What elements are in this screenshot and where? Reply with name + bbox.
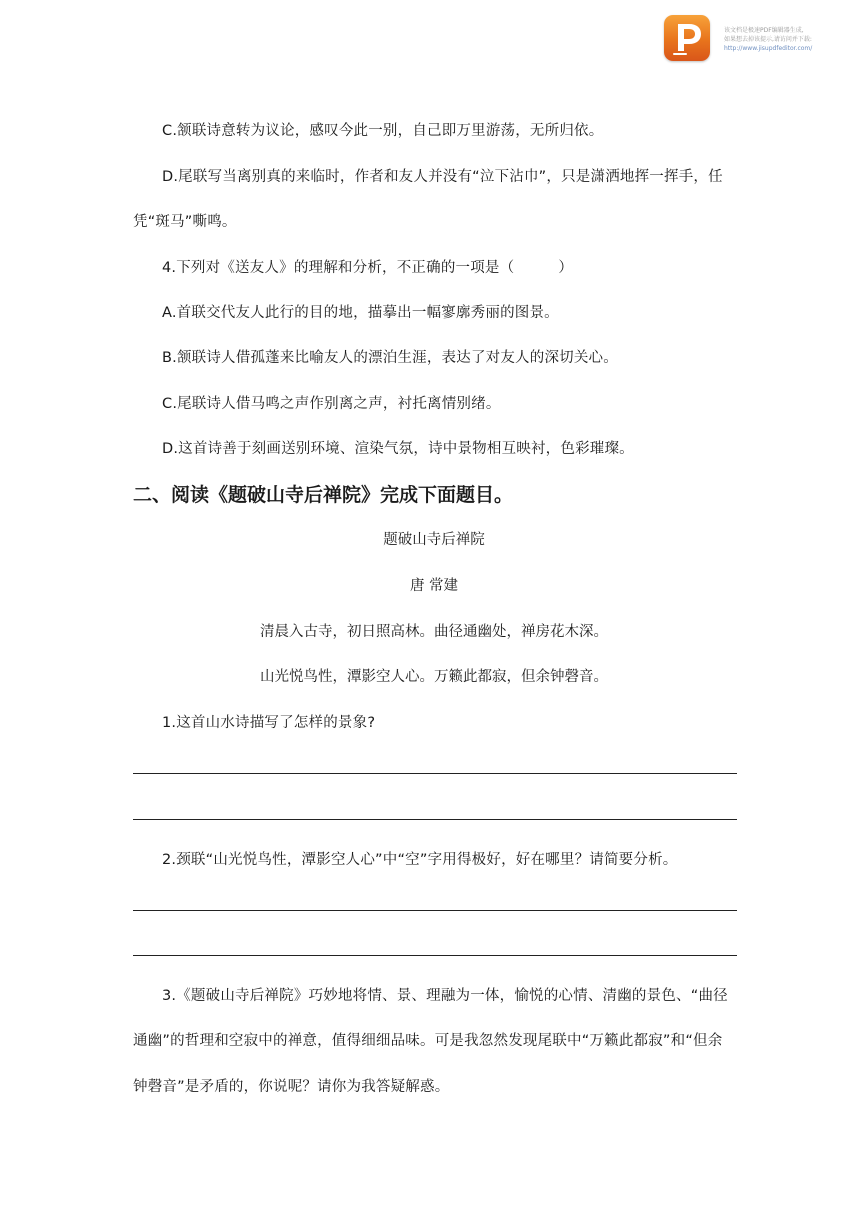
answer-line[interactable] [133,955,737,956]
question-4-option-b: B.颔联诗人借孤蓬来比喻友人的漂泊生涯，表达了对友人的深切关心。 [162,350,618,366]
poem-line-2: 山光悦鸟性，潭影空人心。万籁此都寂，但余钟磬音。 [260,669,608,685]
question-3-line2: 通幽”的哲理和空寂中的禅意，值得细细品味。可是我忽然发现尾联中“万籁此都寂”和“但余 [133,1033,723,1049]
question-4-option-a: A.首联交代友人此行的目的地，描摹出一幅寥廓秀丽的图景。 [162,305,559,321]
question-4-stem: 4.下列对《送友人》的理解和分析，不正确的一项是（ ） [162,260,574,276]
poem-line-1: 清晨入古寺，初日照高林。曲径通幽处，禅房花木深。 [260,624,608,640]
option-d-line2: 凭“斑马”嘶鸣。 [133,214,237,230]
option-d-line1: D.尾联写当离别真的来临时，作者和友人并没有“泣下沾巾”，只是潇洒地挥一挥手，任 [162,169,723,185]
question-2: 2.颈联“山光悦鸟性，潭影空人心”中“空”字用得极好，好在哪里？请简要分析。 [162,852,678,868]
option-c: C.颔联诗意转为议论，感叹今此一别，自己即万里游荡，无所归依。 [162,123,604,139]
watermark-url[interactable]: http://www.jisupdfeditor.com/ [724,45,813,52]
poem-title: 题破山寺后禅院 [383,532,485,548]
poem-author: 唐 常建 [409,578,459,594]
watermark-line1: 该文档是极速PDF编辑器生成, [724,27,804,34]
pdf-editor-logo [664,15,710,61]
section-heading: 二、阅读《题破山寺后禅院》完成下面题目。 [133,484,514,506]
watermark-text [724,26,868,53]
question-1: 1.这首山水诗描写了怎样的景象? [162,715,376,731]
answer-line[interactable] [133,819,737,820]
question-4-option-c: C.尾联诗人借马鸣之声作别离之声，衬托离情别绪。 [162,396,501,412]
p-letter-icon [664,15,710,61]
answer-line[interactable] [133,910,737,911]
question-3-line3: 钟磬音”是矛盾的，你说呢？请你为我答疑解惑。 [133,1079,450,1095]
question-3-line1: 3.《题破山寺后禅院》巧妙地将情、景、理融为一体，愉悦的心情、清幽的景色、“曲径 [162,988,728,1004]
watermark-line2: 如果想去掉该提示,请访问并下载: [724,36,812,43]
question-4-option-d: D.这首诗善于刻画送别环境、渲染气氛，诗中景物相互映衬，色彩璀璨。 [162,441,634,457]
answer-line[interactable] [133,773,737,774]
